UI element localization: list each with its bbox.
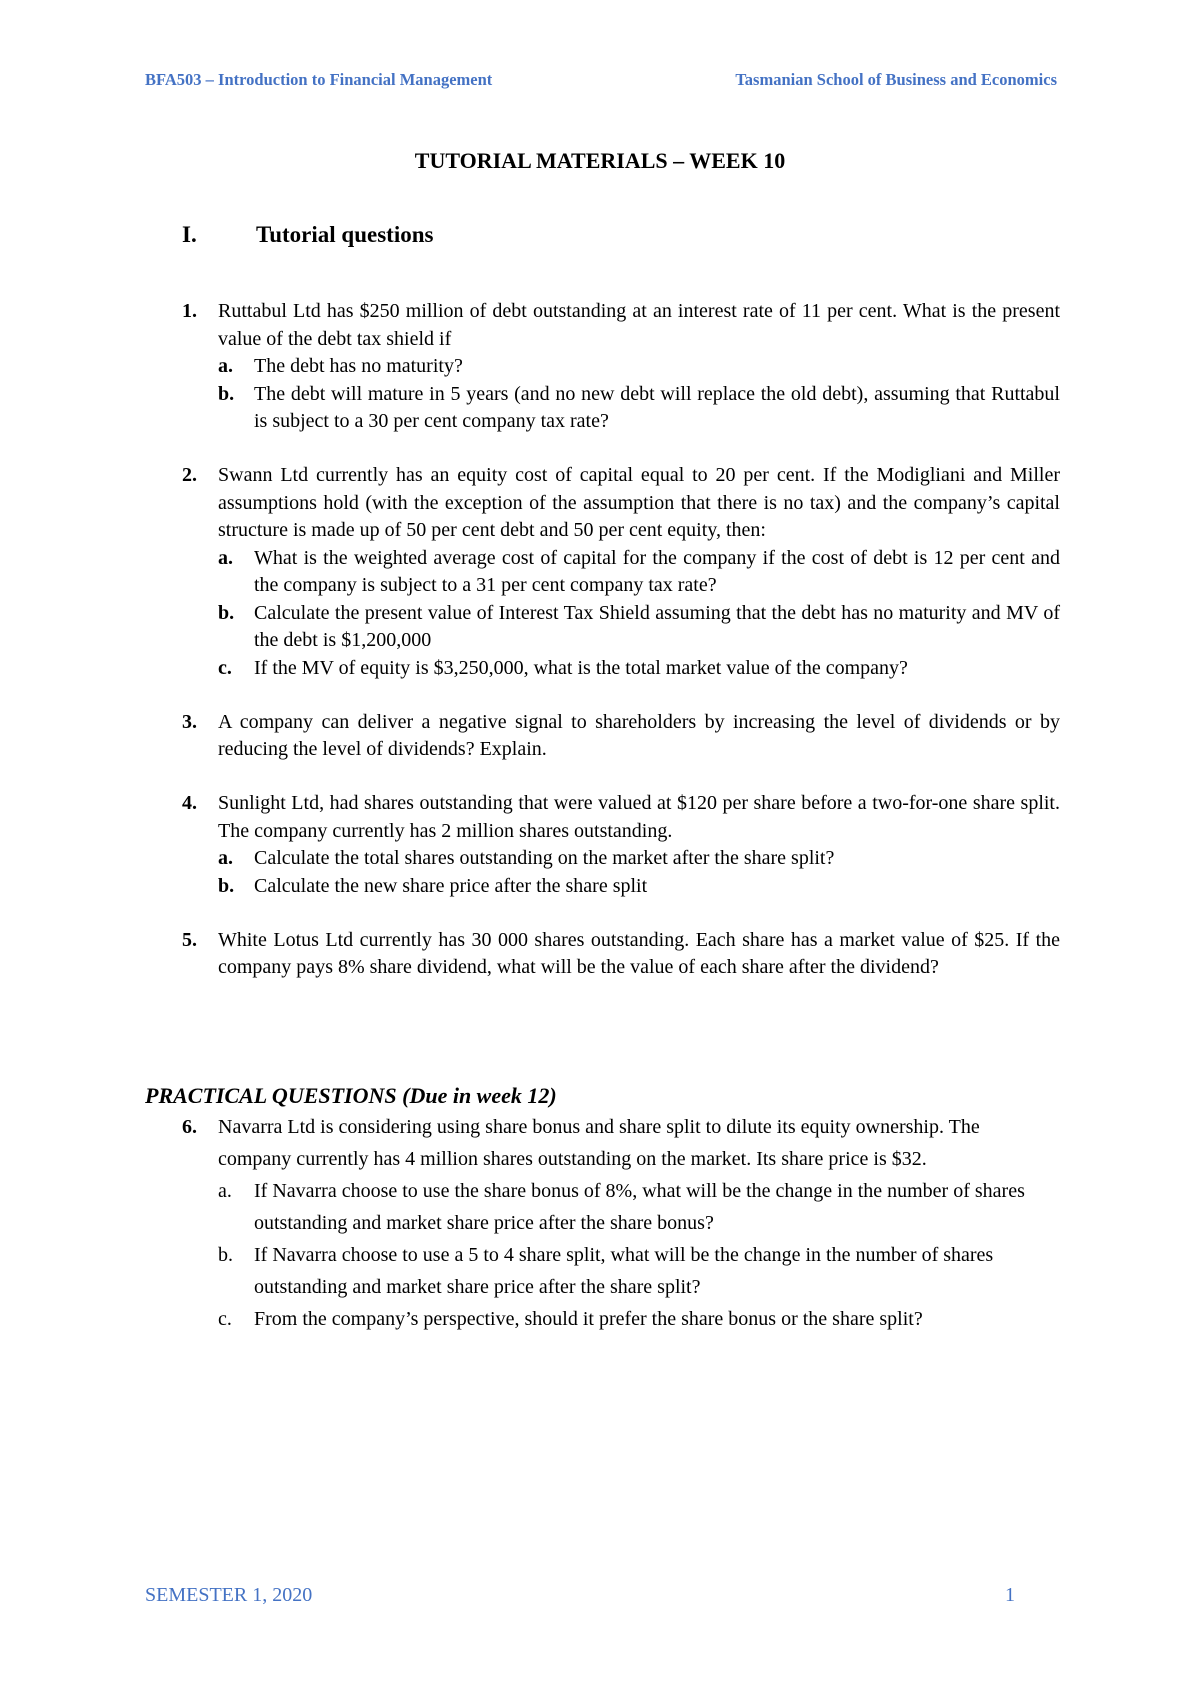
sub-question-letter: b.	[218, 601, 235, 624]
section-heading	[182, 222, 433, 248]
footer-semester: SEMESTER 1, 2020	[145, 1584, 313, 1606]
question-number: 4.	[182, 792, 197, 814]
page-title: TUTORIAL MATERIALS – WEEK 10	[414, 148, 786, 173]
question-number: 6.	[182, 1116, 197, 1138]
question-text: White Lotus Ltd currently has 30 000 shares outstanding. Each share has a market value of $25. If the company pays 8% share dividend, what will be the value of each share after the dividend?	[218, 928, 1060, 978]
sub-question-text: From the company’s perspective, should it prefer the share bonus or the share split?	[254, 1308, 923, 1330]
section-label: Tutorial questions	[256, 222, 434, 247]
question-text: Navarra Ltd is considering using share bonus and share split to dilute its equity ownership. The company currently has 4 million shares outstanding on the market. Its share price is $32.	[218, 1116, 980, 1170]
sub-question	[218, 845, 1060, 873]
question-number: 1.	[182, 300, 197, 322]
running-header	[145, 70, 1057, 90]
sub-question-text: The debt will mature in 5 years (and no new debt will replace the old debt), assuming that Ruttabul is subject to a 30 per cent company tax rate?	[254, 382, 1060, 432]
sub-question-text: If Navarra choose to use the share bonus of 8%, what will be the change in the number of shares outstanding and market share price after the share bonus?	[254, 1180, 1025, 1234]
tutorial-questions-list	[182, 298, 1060, 1008]
sub-question	[218, 353, 1060, 381]
practical-questions-heading: PRACTICAL QUESTIONS (Due in week 12)	[145, 1083, 557, 1108]
sub-question-letter: c.	[218, 1308, 232, 1330]
sub-question-letter: b.	[218, 382, 235, 405]
sub-question-letter: c.	[218, 656, 232, 679]
question-5	[182, 927, 1060, 982]
sub-question-letter: b.	[218, 874, 235, 897]
question-3	[182, 709, 1060, 764]
sub-question-text: Calculate the present value of Interest Tax Shield assuming that the debt has no maturity and MV of the debt is $1,200,000	[254, 601, 1060, 651]
sub-question-text: Calculate the total shares outstanding on the market after the share split?	[254, 847, 835, 869]
sub-question	[218, 545, 1060, 600]
sub-question-letter: a.	[218, 546, 233, 569]
sub-question	[218, 381, 1060, 436]
question-number: 3.	[182, 710, 197, 733]
sub-question	[218, 1303, 1032, 1335]
question-4	[182, 790, 1060, 900]
sub-question	[218, 1239, 1032, 1303]
sub-question-text: If Navarra choose to use a 5 to 4 share split, what will be the change in the number of shares outstanding and market share price after the share split?	[254, 1244, 994, 1298]
header-school: Tasmanian School of Business and Economics	[735, 70, 1057, 89]
sub-question-letter: a.	[218, 847, 233, 869]
sub-question-text: Calculate the new share price after the share split	[254, 874, 648, 897]
header-course: BFA503 – Introduction to Financial Management	[145, 70, 493, 89]
sub-question-text: If the MV of equity is $3,250,000, what is the total market value of the company?	[254, 656, 908, 679]
sub-question-letter: b.	[218, 1244, 233, 1266]
page-footer	[145, 1584, 1015, 1607]
question-2	[182, 462, 1060, 682]
question-number: 5.	[182, 928, 197, 951]
question-text: A company can deliver a negative signal to shareholders by increasing the level of dividends or by reducing the level of dividends? Explain.	[218, 710, 1060, 760]
sub-question	[218, 873, 1060, 901]
sub-question-text: What is the weighted average cost of capital for the company if the cost of debt is 12 per cent and the company is subject to a 31 per cent company tax rate?	[254, 546, 1060, 596]
sub-question	[218, 1175, 1032, 1239]
sub-question	[218, 655, 1060, 683]
question-1	[182, 298, 1060, 436]
question-text: Swann Ltd currently has an equity cost of capital equal to 20 per cent. If the Modigliani and Miller assumptions hold (with the exception of the assumption that there is no tax) and the company’s capital structure is made up of 50 per cent debt and 50 per cent equity, then:	[218, 464, 1060, 541]
question-text: Ruttabul Ltd has $250 million of debt outstanding at an interest rate of 11 per cent. What is the present value of the debt tax shield if	[218, 300, 1060, 350]
practical-questions-list	[182, 1111, 1032, 1335]
sub-question	[218, 600, 1060, 655]
question-6	[182, 1111, 1032, 1335]
question-text: Sunlight Ltd, had shares outstanding that were valued at $120 per share before a two-for-one share split. The company currently has 2 million shares outstanding.	[218, 792, 1060, 842]
page-number: 1	[1005, 1584, 1015, 1606]
sub-question-text: The debt has no maturity?	[254, 355, 463, 377]
question-number: 2.	[182, 464, 197, 486]
section-numeral: I.	[182, 222, 197, 247]
sub-question-letter: a.	[218, 355, 233, 377]
sub-question-letter: a.	[218, 1180, 232, 1202]
